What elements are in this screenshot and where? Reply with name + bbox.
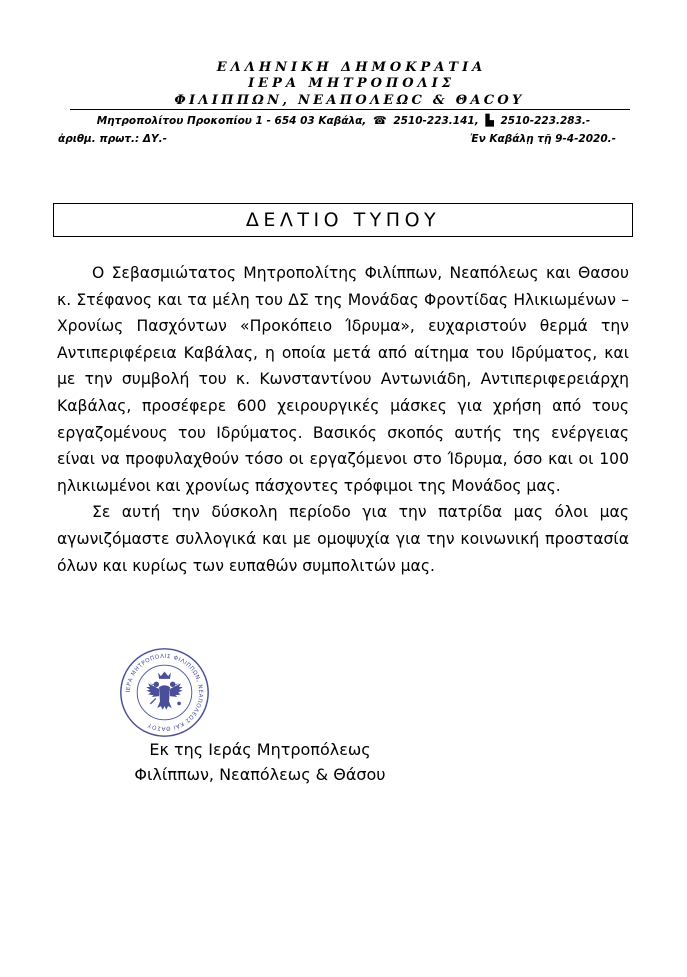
header-divider — [70, 109, 630, 110]
press-release-body — [57, 260, 629, 579]
document-title: ΔΕΛΤΙΟ ΤΥΠΟΥ — [245, 209, 441, 231]
header-line-2: ΙΕΡΑ ΜΗΤΡΟΠΟΛΙΣ — [248, 76, 455, 91]
signature-line-2: Φιλίππων, Νεαπόλεως & Θάσου — [134, 765, 386, 784]
metropolis-seal — [119, 647, 210, 738]
header-line-1: ΕΛΛΗΝΙΚΗ ΔΗΜΟΚΡΑΤΙΑ — [216, 60, 487, 75]
contact-line — [0, 114, 687, 127]
seal-text-path: ΙΕΡΑ ΜΗΤΡΟΠΟΛΙΣ ΦΙΛΙΠΠΩΝ, ΝΕΑΠΟΛΕΩΣ ΚΑΙ ΘΑΣΟΥ — [125, 653, 204, 732]
address: Μητροπολίτου Προκοπίου 1 - 654 03 Καβάλα, — [96, 115, 367, 127]
signature-line-1: Εκ της Ιεράς Μητροπόλεως — [149, 740, 371, 759]
fax-number: 2510-223.283.- — [500, 115, 591, 127]
dateline: Ἐν Καβάλῃ τῇ 9-4-2020.- — [470, 133, 616, 145]
telephone-icon: ☎ — [372, 114, 387, 127]
title-box — [53, 203, 633, 237]
double-headed-eagle-icon — [146, 672, 182, 710]
body-paragraph-2: Σε αυτή την δύσκολη περίοδο για την πατρίδα μας όλοι μας αγωνιζόμαστε συλλογικά και με ομοψυχία για την κοινωνική προστασία όλων και κυρίως των ευπαθών συμπολιτών μας. — [57, 503, 629, 575]
protocol-number: ἀριθμ. πρωτ.: ΔΥ.- — [58, 133, 167, 145]
header-line-3: ΦΙΛΙΠΠΩΝ, ΝΕΑΠΟΛΕΩϹ & ΘΑϹΟΥ — [174, 93, 525, 108]
body-paragraph-1: Ο Σεβασμιώτατος Μητροπολίτης Φιλίππων, Νεαπόλεως και Θασου κ. Στέφανος και τα μέλη του ΔΣ της Μονάδας Φροντίδας Ηλικιωμένων – Χρονίως Πασχόντων «Προκόπειο Ίδρυμα», ευχαριστούν θερμά την Αντιπεριφέρεια Καβάλας, η οποία μετά από αίτημα του Ιδρύματος, και με την συμβολή του κ. Κωνσταντίνου Αντωνιάδη, Αντιπεριφερειάρχη Καβάλας, προσέφερε 600 χειρουργικές μάσκες για χρήση από τους εργαζομένους του Ιδρύματος. Βασικός σκοπός αυτής της ενέργειας είναι να προφυλαχθούν τόσο οι εργαζόμενοι στο Ίδρυμα, όσο και οι 100 ηλικιωμένοι και χρονίως πάσχοντες τρόφιμοι της Μονάδος μας. — [57, 264, 629, 495]
fax-icon: ▙ — [485, 114, 494, 127]
phone-number: 2510-223.141, — [393, 115, 479, 127]
